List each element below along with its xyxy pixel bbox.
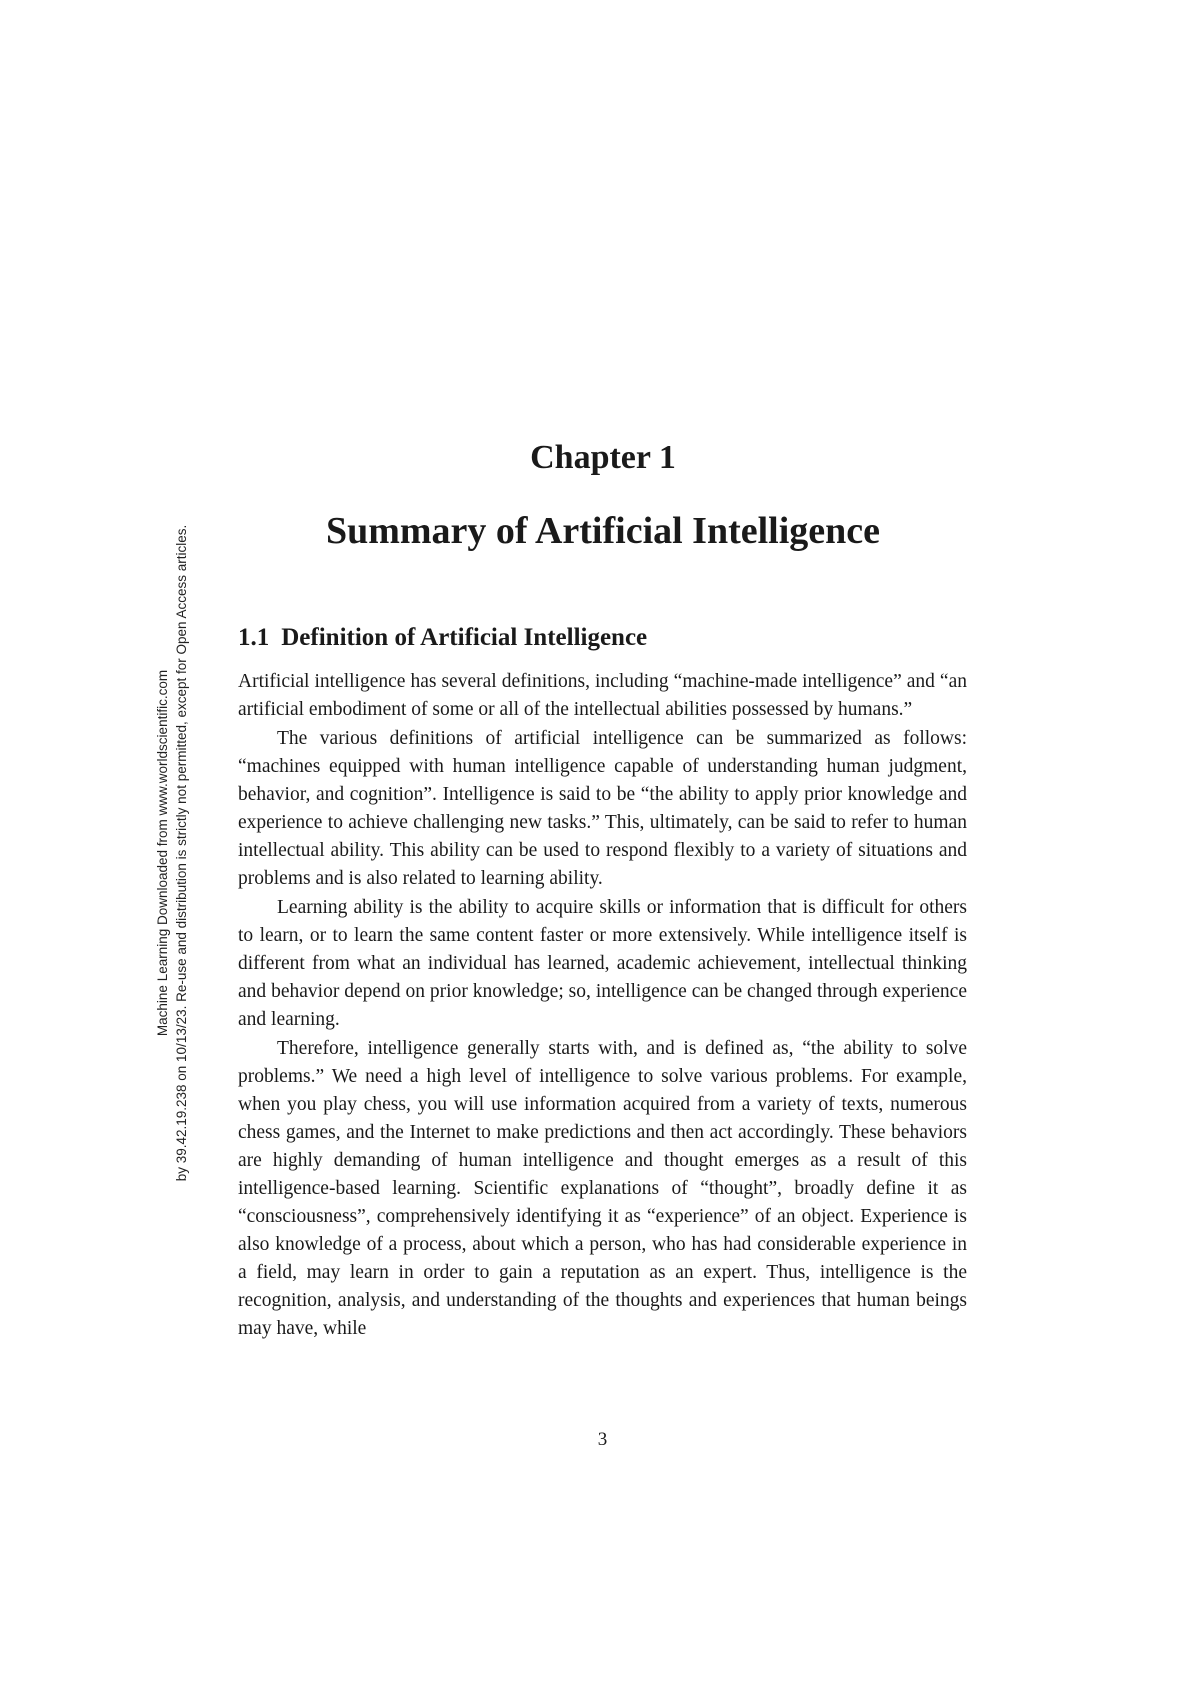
download-notice-line-1: Machine Learning Downloaded from www.worldscientific.com	[155, 669, 170, 1037]
download-notice-text	[153, 525, 191, 1182]
body-text	[238, 668, 967, 1343]
page-number: 3	[597, 1429, 608, 1450]
section-number: 1.1	[238, 624, 270, 651]
paragraph: Therefore, intelligence generally starts with, and is defined as, “the ability to solve problems.” We need a high level of intelligence to solve various problems. For example, when you play chess, you will use information acquired from a variety of texts, numerous chess games, and the Internet to make predictions and then act accordingly. These behaviors are highly demanding of human intelligence and thought emerges as a result of this intelligence-based learning. Scientific explanations of “thought”, broadly define it as “consciousness”, comprehensively identifying it as “experience” of an object. Experience is also knowledge of a process, about which a person, who has had considerable experience in a field, may learn in order to gain a reputation as an expert. Thus, intelligence is the recognition, analysis, and understanding of the thoughts and experiences that human beings may have, while	[238, 1038, 967, 1339]
download-notice-line-2: by 39.42.19.238 on 10/13/23. Re-use and distribution is strictly not permitted, except for Open Access articles.	[174, 524, 189, 1182]
chapter-label: Chapter 1	[530, 439, 676, 476]
section-title: Definition of Artificial Intelligence	[281, 624, 648, 651]
section-heading	[238, 623, 968, 653]
paragraph: Artificial intelligence has several definitions, including “machine-made intelligence” and “an artificial embodiment of some or all of the intellectual abilities possessed by humans.”	[238, 671, 967, 720]
paragraph: Learning ability is the ability to acquire skills or information that is difficult for others to learn, or to learn the same content faster or more extensively. While intelligence itself is different from what an individual has learned, academic achievement, intellectual thinking and behavior depend on prior knowledge; so, intelligence can be changed through experience and learning.	[238, 897, 967, 1030]
paragraph: The various definitions of artificial intelligence can be summarized as follows: “machines equipped with human intelligence capable of understanding human judgment, behavior, and cognition”. Intelligence is said to be “the ability to apply prior knowledge and experience to achieve challenging new tasks.” This, ultimately, can be said to refer to human intellectual ability. This ability can be used to respond flexibly to a variety of situations and problems and is also related to learning ability.	[238, 728, 967, 889]
chapter-title: Summary of Artificial Intelligence	[325, 510, 881, 552]
